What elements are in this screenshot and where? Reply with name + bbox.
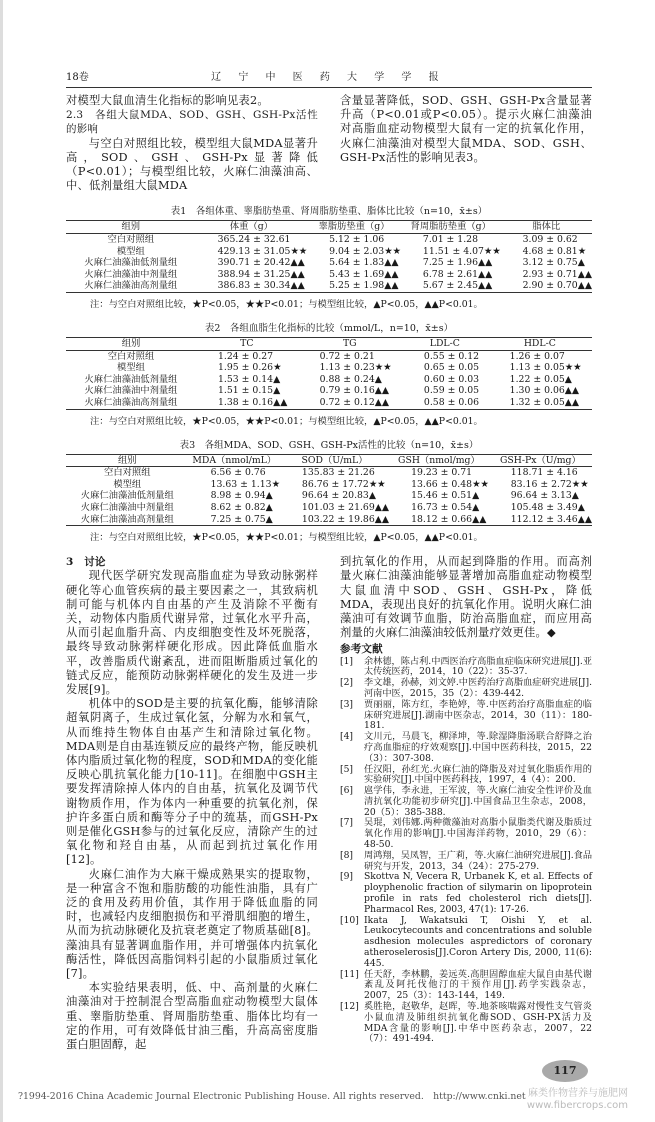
table-row (66, 257, 592, 269)
table-cell: 空白对照组 (104, 467, 151, 479)
reference-item (340, 872, 592, 915)
column-header: 脂体比 (501, 221, 592, 234)
table-cell: 101.03 ± 21.69▲▲ (301, 501, 390, 513)
column-header: MDA（nmol/mL） (189, 454, 280, 467)
table-cell: 模型组 (117, 362, 145, 374)
reference-item (340, 678, 592, 700)
table-3 (66, 454, 592, 527)
table-header-row (66, 454, 592, 467)
table-cell: 18.12 ± 0.66▲▲ (411, 513, 487, 525)
reference-item (340, 851, 592, 873)
paragraph: 火麻仁油作为大麻干燥成熟果实的提取物，是一种富含不饱和脂肪酸的功能性油脂，具有广泛的食用及药用价值，其作用于降低血脂的同时，也减轻内皮细胞损伤和平滑肌细胞的增生，从而为抗动脉硬化及抗衰老奠定了物质基础[8]。藻油具有显著调血脂作用，并可增强体内抗氧化酶活性，降低因高脂饲料引起的小鼠脂质过氧化[7]。 (66, 867, 318, 980)
footer-row (18, 1088, 628, 1112)
table-cell: 388.94 ± 31.25▲▲ (217, 268, 305, 280)
paragraph: 本实验结果表明，低、中、高剂量的火麻仁油藻油对于控制混合型高脂血症动物模型大鼠体重、睾脂肪垫重、肾周脂肪垫重、脂体比均有一定的作用，可有效降低甘油三酯，升高高密度脂蛋白胆固醇，起 (66, 981, 318, 1052)
page-edge (0, 0, 3, 1122)
top-right-column (340, 94, 592, 193)
reference-text: 奚胜艳，赵敬华，赵晖，等.地茶咳喘露对慢性支气管炎小鼠血清及肺组织抗氧化酶SOD、GSH-PX活力及MDA含量的影响[J].中华中医药杂志，2007，22（7）：491-494. (364, 1001, 592, 1045)
table-cell: 0.60 ± 0.03 (423, 373, 480, 385)
table-cell: 386.83 ± 30.34▲▲ (217, 280, 305, 292)
reference-text: 李文雄，孙赫，刘文婷.中医药治疗高脂血症研究进展[J].河南中医，2015，35（2）：439-442. (364, 677, 593, 699)
watermark-url: www.fibercrops.com (526, 1100, 628, 1112)
table-cell: 1.53 ± 0.14▲ (218, 373, 281, 385)
table-cell: 6.78 ± 2.61▲▲ (422, 268, 493, 280)
page-number: 117 (542, 1060, 588, 1082)
table-cell: 火麻仁油藻油低剂量组 (84, 373, 178, 385)
reference-text: 周鸿翔，吴凤智，王广莉，等.火麻仁油研究进展[J].食品研究与开发，2013，34（24）：275-279. (364, 849, 593, 872)
table-cell: 0.55 ± 0.12 (423, 350, 480, 362)
reference-number: [9] (340, 871, 354, 883)
table-cell: 83.16 ± 2.72★★ (510, 478, 589, 490)
column-header: 组别 (66, 337, 196, 350)
table-row (66, 467, 592, 479)
discussion-columns (66, 555, 592, 1052)
reference-list (340, 657, 592, 1046)
table-row (66, 385, 592, 397)
paragraph: 现代医学研究发现高脂血症为导致动脉粥样硬化等心血管疾病的最主要因素之一，其致病机制可能与机体内自由基的产生及消除不平衡有关，动物体内脂质代谢异常，过氧化水平升高，从而引起血脂升高、内皮细胞变性及坏死脱落，最终导致动脉粥样硬化形成。因此降低血脂水平，改善脂质代谢紊乱，进而阻断脂质过氧化的链式反应，能预防动脉粥样硬化的发生及进一步发展[9]。 (66, 569, 318, 696)
table-cell: 390.71 ± 20.42▲▲ (217, 257, 305, 269)
table-row (66, 479, 592, 491)
table-cell: 空白对照组 (107, 234, 155, 246)
page-number-row (66, 1060, 592, 1082)
table-cell: 1.51 ± 0.15▲ (218, 385, 281, 397)
table-cell: 火麻仁油藻油高剂量组 (80, 513, 174, 525)
table-cell: 5.43 ± 1.69▲▲ (329, 268, 399, 280)
reference-number: [3] (340, 698, 354, 710)
table-cell: 1.30 ± 0.06▲▲ (509, 385, 580, 397)
table-cell: 13.63 ± 1.13★ (210, 478, 280, 490)
column-header: TC (196, 337, 298, 350)
reference-item (340, 916, 592, 970)
volume-label: 18卷 (66, 72, 89, 83)
table-3-title: 表3 各组MDA、SOD、GSH、GSH-Px活性的比较（n=10，x̄±s） (179, 439, 479, 451)
column-header: 睾脂肪垫重（g） (307, 221, 401, 234)
reference-text: Skottva N, Vecera R, Urbanek K, et al. Effects of ployphenolic fraction of silymarin on lipoprotein profile in rats fed cholesterol rich diets[J]. Pharmacol Res, 2003, 47(1): 17-26. (364, 871, 592, 915)
table-cell: 0.72 ± 0.12▲▲ (319, 396, 390, 408)
column-header: HDL-C (488, 337, 592, 350)
reference-number: [8] (340, 849, 354, 861)
column-header: GSH（nmol/mg） (389, 454, 489, 467)
column-header: TG (298, 337, 402, 350)
table-cell: 2.93 ± 0.71▲▲ (522, 268, 592, 280)
table-cell: 1.26 ± 0.07 (509, 350, 565, 362)
table-header-row (66, 221, 592, 234)
reference-item (340, 970, 592, 1002)
table-row (66, 246, 592, 258)
reference-item (340, 700, 592, 732)
table-row (66, 362, 592, 374)
table-1 (66, 220, 592, 293)
table-cell: 7.01 ± 1.28 (422, 234, 479, 246)
table-cell: 8.98 ± 0.94▲ (210, 490, 273, 502)
table-cell: 16.73 ± 0.54▲ (411, 501, 480, 513)
table-row (66, 280, 592, 292)
table-cell: 火麻仁油藻油中剂量组 (80, 501, 174, 513)
table-cell: 空白对照组 (107, 350, 155, 362)
table-cell: 11.51 ± 4.07★★ (422, 245, 501, 257)
table-cell: 103.22 ± 19.86▲▲ (301, 513, 390, 525)
table-cell: 2.90 ± 0.70▲▲ (522, 280, 592, 292)
table-1-note: 注：与空白对照组比较，★P<0.05，★★P<0.01；与模型组比较，▲P<0.05，▲▲P<0.01。 (90, 298, 483, 310)
table-cell: 0.59 ± 0.05 (423, 385, 480, 397)
paragraph: 与空白对照组比较，模型组大鼠MDA显著升高，SOD、GSH、GSH-Px显著降低（P<0.01）；与模型组比较，火麻仁油藻油高、中、低剂量组大鼠MDA (66, 136, 318, 193)
table-cell: 112.12 ± 3.46▲▲ (510, 513, 592, 525)
reference-number: [10] (340, 914, 359, 926)
top-columns (66, 94, 592, 193)
reference-text: 任汉阳，孙红光.火麻仁油的降脂及对过氧化脂质作用的实验研究[J].中国中医药科技，1997，4（4）：200. (364, 763, 592, 786)
table-cell: 火麻仁油藻油低剂量组 (84, 257, 178, 269)
reference-number: [6] (340, 785, 354, 797)
table-cell: 模型组 (116, 245, 145, 257)
section-heading: 2.3 各组大鼠MDA、SOD、GSH、GSH-Px活性的影响 (66, 109, 318, 136)
table-cell: 3.12 ± 0.75▲ (522, 257, 585, 269)
table-cell: 3.09 ± 0.62 (522, 234, 578, 246)
table-2 (66, 337, 592, 410)
table-cell: 火麻仁油藻油高剂量组 (84, 280, 178, 292)
table-cell: 1.13 ± 0.05★★ (509, 362, 582, 374)
column-header: SOD（U/mL） (280, 454, 389, 467)
reference-item (340, 732, 592, 764)
table-cell: 5.67 ± 2.45▲▲ (422, 280, 493, 292)
table-row (66, 397, 592, 409)
table-cell: 1.38 ± 0.16▲▲ (218, 396, 288, 408)
column-header: 肾周脂肪垫重（g） (401, 221, 501, 234)
reference-number: [12] (340, 1001, 359, 1013)
reference-item (340, 818, 592, 850)
table-cell: 1.32 ± 0.05▲▲ (509, 396, 580, 408)
table-cell: 9.04 ± 2.03★★ (329, 245, 401, 257)
column-header: 体重（g） (196, 221, 308, 234)
table-cell: 15.46 ± 0.51▲ (411, 490, 480, 502)
table-cell: 96.64 ± 3.13▲ (510, 490, 579, 502)
table-cell: 1.22 ± 0.05▲ (509, 373, 572, 385)
reference-text: Ikata J, Wakatsuki T, Oishi Y, et al. Leukocytecounts and concentrations and soluble asdhesion molecules aspredictors of coronary atheroselerosis[J].Coron Artery Dis, 2000, 11(6): 445. (364, 914, 592, 969)
reference-number: [7] (340, 817, 354, 829)
table-cell: 5.12 ± 1.06 (329, 234, 385, 246)
table-cell: 4.68 ± 0.81★ (522, 245, 587, 257)
table-cell: 13.66 ± 0.48★★ (411, 478, 489, 490)
table-row (66, 269, 592, 281)
reference-item (340, 657, 592, 679)
reference-number: [11] (340, 968, 359, 980)
table-cell: 0.72 ± 0.21 (319, 350, 375, 362)
reference-text: 扈学伟，李永进，王军波，等.火麻仁油安全性评价及血清抗氧化功能初步研究[J].中国食品卫生杂志，2008，20（5）：385-388. (364, 785, 592, 818)
table-cell: 365.24 ± 32.61 (217, 234, 291, 246)
paragraph: 机体中的SOD是主要的抗氧化酶，能够清除超氧阴离子，生成过氧化氢，分解为水和氧气，从而维持生物体自由基产生和清除过氧化物。MDA则是自由基连锁反应的最终产物，能反映机体内脂质过氧化物的程度，SOD和MDA的变化能反映心肌抗氧化能力[10-11]。在细胞中GSH主要发挥清除掉人体内的自由基，抗氧化及调节代谢物质作用，作为体内一种重要的抗氧化剂，保护许多蛋白质和酶等分子中的巯基，而GSH-Px则是催化GSH参与的过氧化反应，清除产生的过氧化物和羟自由基，从而起到抗过氧化作用[12]。 (66, 697, 318, 867)
table-cell: 1.24 ± 0.27 (218, 350, 274, 362)
table-3-note: 注：与空白对照组比较，★P<0.05，★★P<0.01；与模型组比较，▲P<0.05，▲▲P<0.01。 (90, 532, 483, 544)
table-cell: 7.25 ± 1.96▲▲ (422, 257, 493, 269)
table-cell: 105.48 ± 3.49▲ (510, 501, 585, 513)
top-left-column (66, 94, 318, 193)
reference-number: [5] (340, 763, 354, 775)
watermark (527, 1088, 628, 1112)
table-cell: 19.23 ± 0.71 (411, 467, 473, 479)
running-header (66, 68, 592, 88)
column-header: GSH-Px（U/mg） (489, 454, 592, 467)
table-cell: 8.62 ± 0.82▲ (210, 501, 273, 513)
reference-number: [4] (340, 731, 354, 743)
table-header-row (66, 337, 592, 350)
table-2-note: 注：与空白对照组比较，★P<0.05，★★P<0.01；与模型组比较，▲P<0.05，▲▲P<0.01。 (90, 415, 483, 427)
table-row (66, 234, 592, 246)
reference-number: [2] (340, 677, 354, 689)
table-cell: 429.13 ± 31.05★★ (217, 245, 308, 257)
paragraph: 到抗氧化的作用，从而起到降脂的作用。而高剂量火麻仁油藻油能够显著增加高脂血症动物模型大鼠血清中SOD、GSH、GSH-Px，降低MDA，表现出良好的抗氧化作用。说明火麻仁油藻油可有效调节血脂，防治高脂血症，而应用高剂量的火麻仁油藻油较低剂量疗效更佳。◆ (340, 555, 592, 640)
column-header: 组别 (66, 221, 196, 234)
table-cell: 火麻仁油藻油中剂量组 (84, 268, 178, 280)
table-cell: 96.64 ± 20.83▲ (301, 490, 377, 502)
table-cell: 0.79 ± 0.16▲▲ (319, 385, 390, 397)
table-cell: 火麻仁油藻油中剂量组 (84, 385, 178, 397)
discussion-heading: 3 讨论 (66, 556, 106, 569)
reference-text: 余林德，陈占利.中西医治疗高脂血症临床研究进展[J].亚太传统医药，2014，10（22）：35-37. (364, 655, 593, 678)
watermark-line: 麻类作物营养与施肥网 (528, 1088, 628, 1100)
table-cell: 7.25 ± 0.75▲ (210, 513, 273, 525)
table-cell: 0.88 ± 0.24▲ (319, 373, 382, 385)
table-cell: 0.58 ± 0.06 (423, 396, 480, 408)
table-cell: 5.64 ± 1.83▲▲ (329, 257, 399, 269)
table-cell: 火麻仁油藻油低剂量组 (80, 490, 174, 502)
table-cell: 6.56 ± 0.76 (210, 467, 266, 479)
table-cell: 135.83 ± 21.26 (301, 467, 375, 479)
reference-text: 吴琨，刘伟娜.两种微藻油对高脂小鼠脂类代谢及脂质过氧化作用的影响[J].中国海洋药物，2010，29（6）：48-50. (364, 817, 592, 851)
table-row (66, 350, 592, 362)
reference-number: [1] (340, 655, 354, 667)
table-cell: 5.25 ± 1.98▲▲ (329, 280, 399, 292)
copyright-footer: ?1994-2016 China Academic Journal Electronic Publishing House. All rights reserved. http://www.cnki.net (18, 1091, 526, 1103)
table-row (66, 514, 592, 526)
journal-title: 辽 宁 中 医 药 大 学 学 报 (211, 72, 446, 83)
reference-text: 文川元，马晨飞，柳泽坤，等.除湿降脂汤联合舒降之治疗高血脂症的疗效观察[J].中国中医药科技，2015，22（3）：307-308. (364, 731, 592, 764)
column-header: LDL-C (402, 337, 488, 350)
reference-item (340, 786, 592, 818)
table-row (66, 374, 592, 386)
table-row (66, 502, 592, 514)
reference-text: 贾丽丽，陈方红，李艳婷，等.中医药治疗高脂血症的临床研究进展[J].湖南中医杂志，2014，30（11）：180-181. (364, 698, 592, 732)
table-cell: 0.65 ± 0.05 (423, 362, 480, 374)
reference-item (340, 765, 592, 787)
discussion-left (66, 555, 318, 1052)
discussion-right (340, 555, 592, 1052)
column-header: 组别 (66, 454, 189, 467)
table-cell: 火麻仁油藻油高剂量组 (84, 396, 178, 408)
table-cell: 1.95 ± 0.26★ (218, 362, 282, 374)
table-cell: 86.76 ± 17.72★★ (301, 478, 386, 490)
references-heading: 参考文献 (340, 643, 383, 656)
table-cell: 1.13 ± 0.23★★ (319, 362, 392, 374)
table-cell: 118.71 ± 4.16 (510, 467, 578, 479)
reference-item (340, 1002, 592, 1045)
reference-text: 任天舒，李林鹏，姜远英.高胆固醇血症大鼠自由基代谢紊乱及阿托伐他汀的干预作用[J].药学实践杂志，2007，25（3）：143-144，149. (364, 968, 592, 1002)
table-row (66, 490, 592, 502)
table-2-title: 表2 各组血脂生化指标的比较（mmol/L，n=10，x̄±s） (204, 322, 454, 334)
table-cell: 模型组 (113, 478, 142, 490)
table-1-title: 表1 各组体重、睾脂肪垫重、肾周脂肪垫重、脂体比比较（n=10，x̄±s） (170, 206, 488, 218)
text-line: 对模型大鼠血清生化指标的影响见表2。 (66, 94, 269, 107)
paragraph: 含量显著降低，SOD、GSH、GSH-Px含量显著升高（P<0.01或P<0.05）。提示火麻仁油藻油对高脂血症动物模型大鼠有一定的抗氧化作用，火麻仁油藻油对模型大鼠MDA、SOD、GSH、GSH-Px活性的影响见表3。 (340, 94, 592, 164)
